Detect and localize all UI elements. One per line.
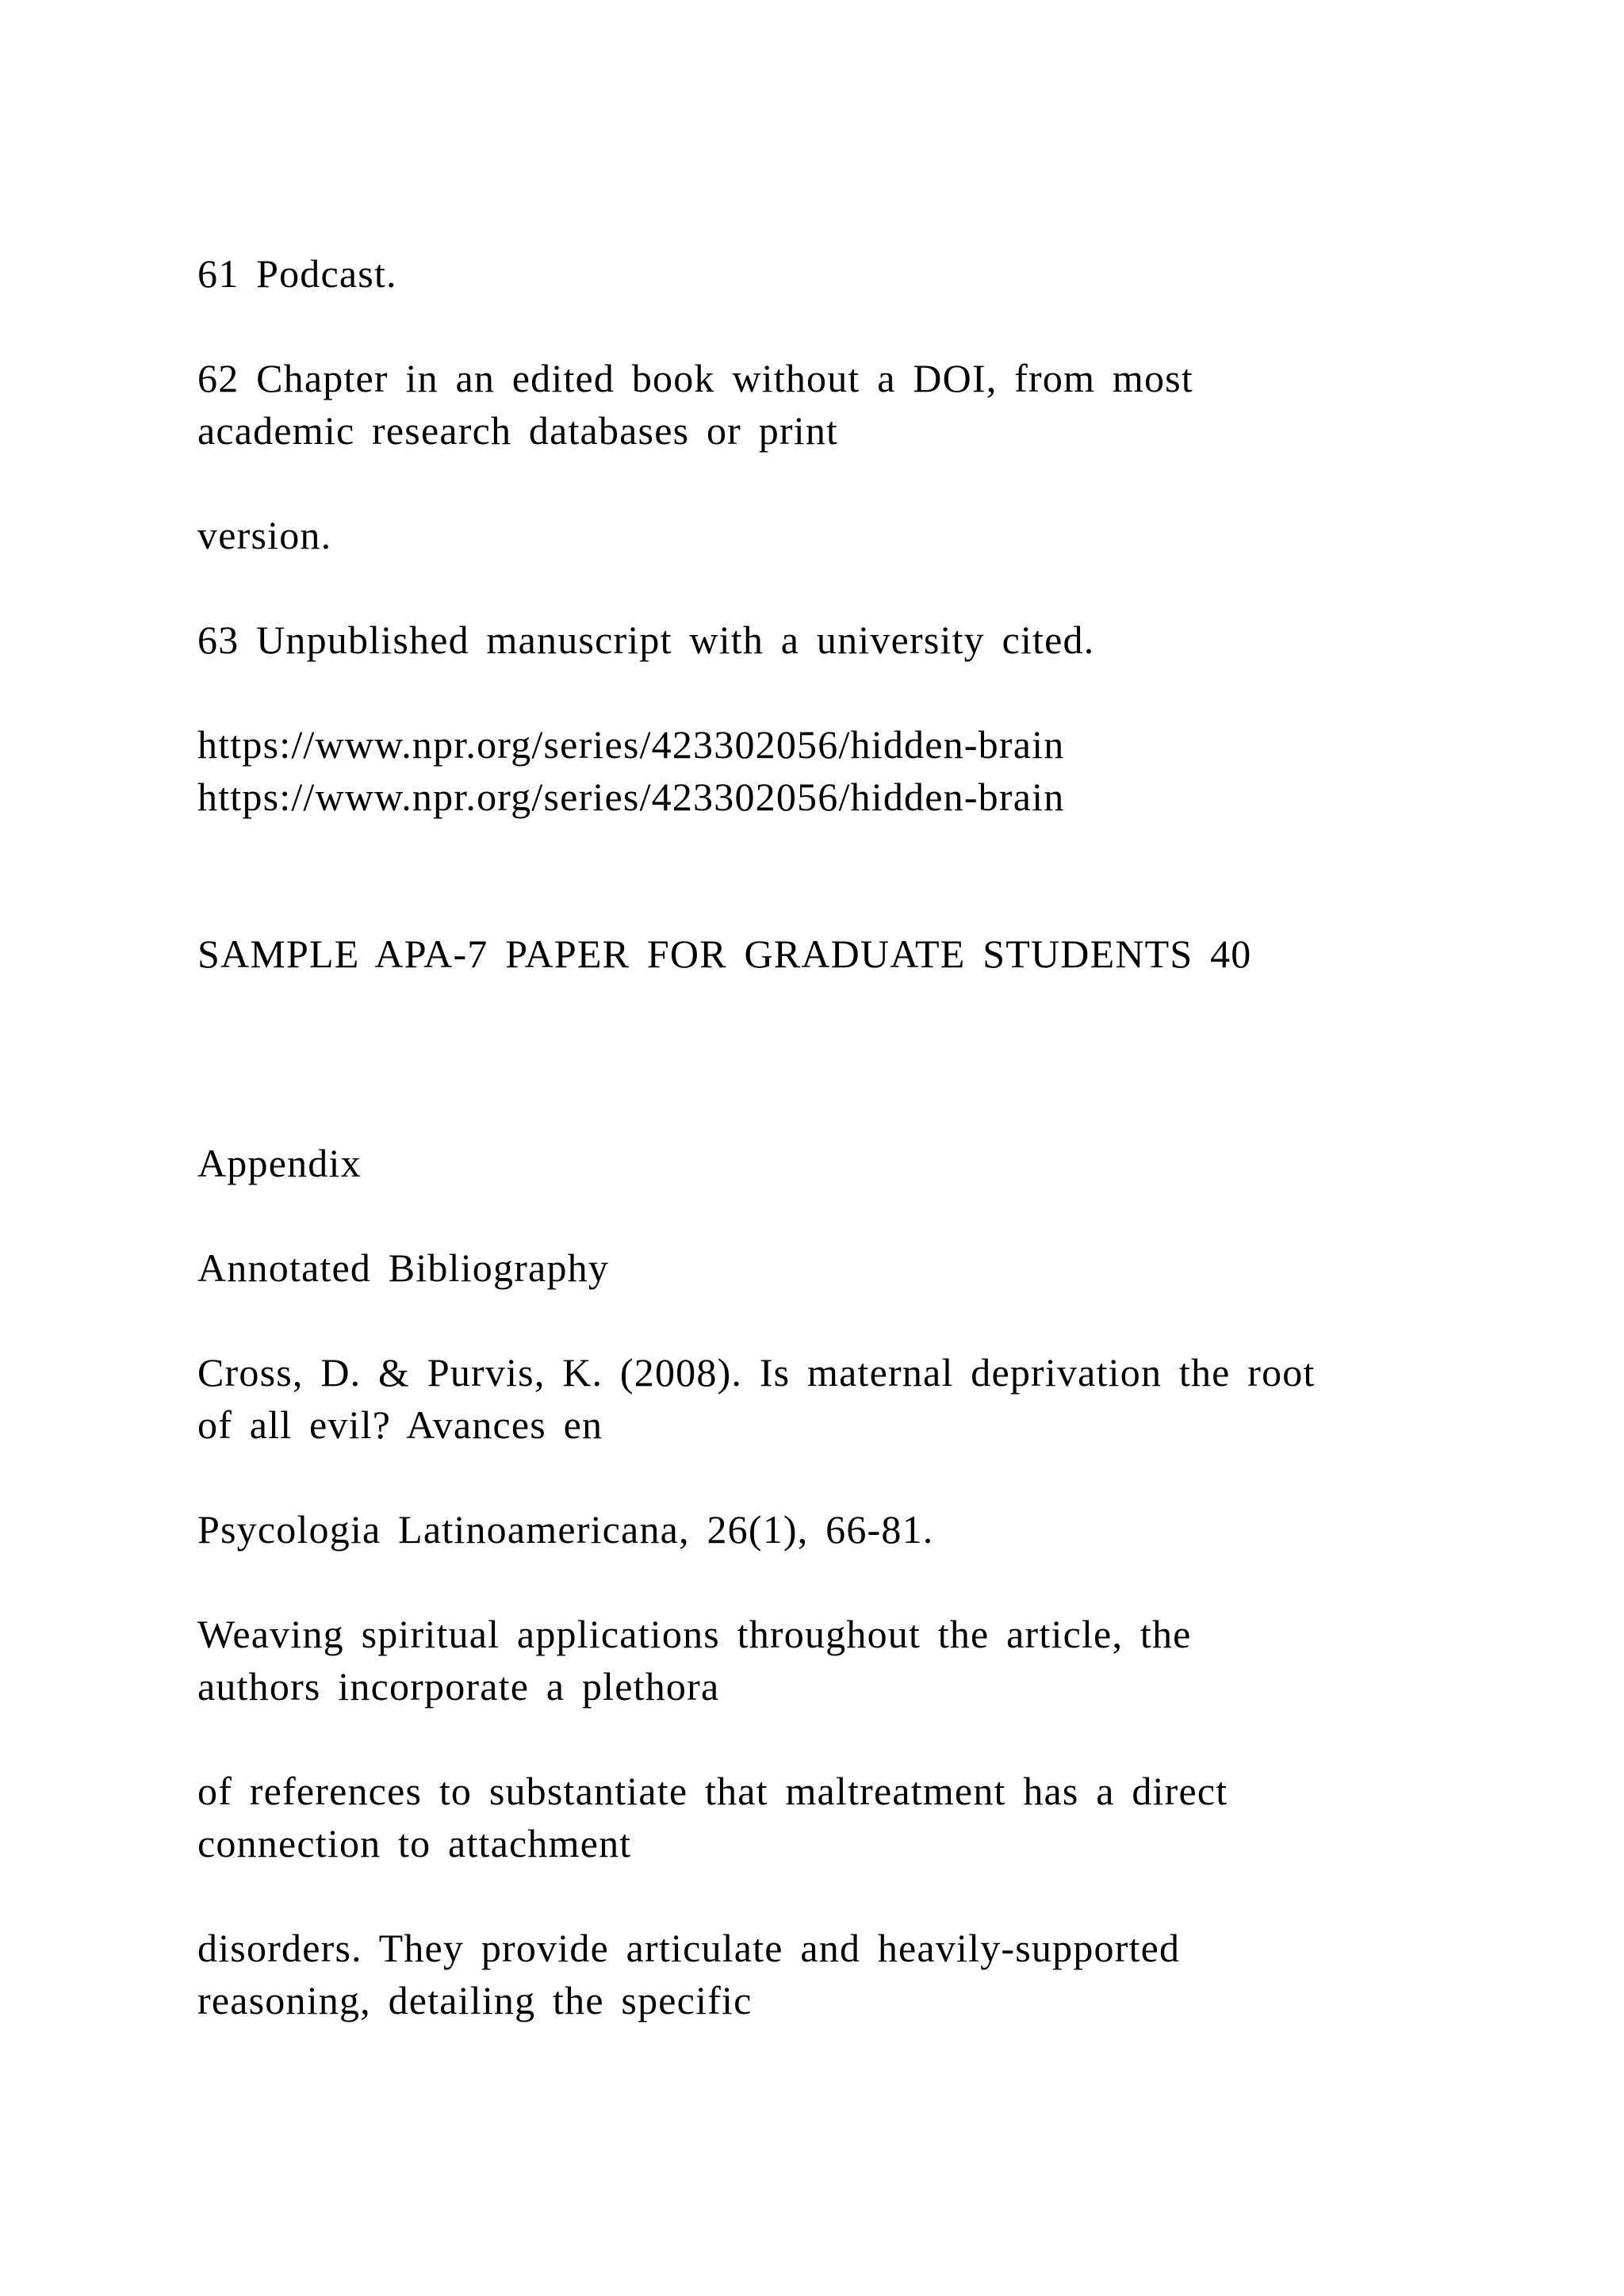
paragraph-line: of references to substantiate that maltreatment has a direct <box>197 1769 1228 1813</box>
url-text: https://www.npr.org/series/423302056/hidden-brain <box>197 722 1065 767</box>
paragraph-line: authors incorporate a plethora <box>197 1664 720 1709</box>
paragraph-line: connection to attachment <box>197 1821 632 1866</box>
reference-line: Psycologia Latinoamericana, 26(1), 66-81. <box>197 1507 934 1552</box>
reference-line: of all evil? Avances en <box>197 1402 603 1447</box>
section-title-appendix: Appendix <box>197 1141 362 1185</box>
paragraph-line: disorders. They provide articulate and heavily-supported <box>197 1926 1181 1970</box>
paragraph-line: Weaving spiritual applications throughout the article, the <box>197 1612 1192 1656</box>
list-item-63: 63 Unpublished manuscript with a university cited. <box>197 618 1095 662</box>
paragraph-line: reasoning, detailing the specific <box>197 1978 753 2022</box>
url-text: https://www.npr.org/series/423302056/hidden-brain <box>197 775 1065 819</box>
list-item-61: 61 Podcast. <box>197 251 397 296</box>
section-title-annotated-bibliography: Annotated Bibliography <box>197 1246 610 1290</box>
reference-line: Cross, D. & Purvis, K. (2008). Is maternal deprivation the root <box>197 1350 1316 1395</box>
list-item-62-line-1: 62 Chapter in an edited book without a DOI, from most <box>197 356 1193 400</box>
list-item-62-line-2: academic research databases or print <box>197 408 839 453</box>
list-item-62-line-3: version. <box>197 513 332 557</box>
running-head: SAMPLE APA-7 PAPER FOR GRADUATE STUDENTS 40 <box>197 932 1252 976</box>
